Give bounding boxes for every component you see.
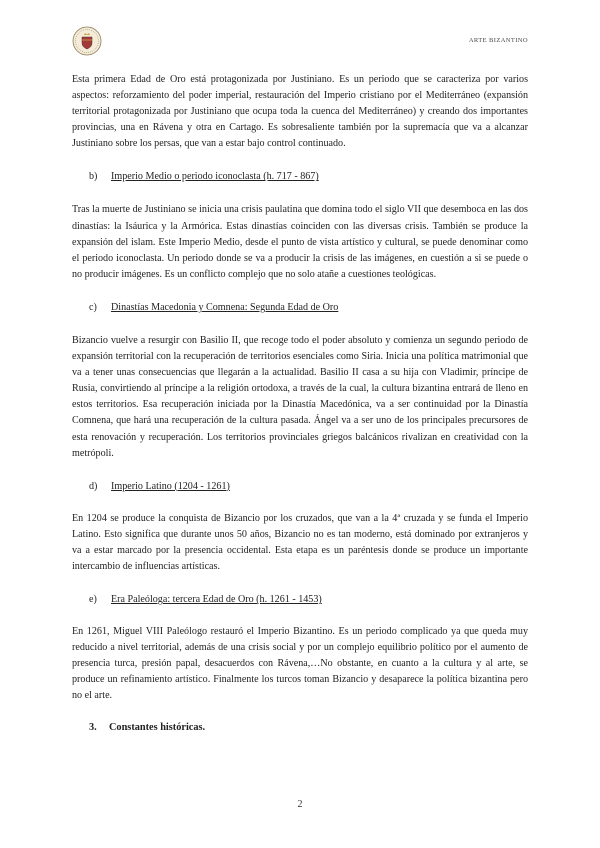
section-title <box>72 722 528 733</box>
paragraph-iconoclasta: Tras la muerte de Justiniano se inicia una crisis paulatina que domina todo el siglo VII que desemboca en las dos dinastías: la Isáurica y la Armórica. Estas dinastías coinciden con las diversas crisis. También se produce la expansión del islam. Este Imperio Medio, desde el punto de vista artístico y cultural, se puede denominar como el periodo iconoclasta. Un periodo donde se va a producir la crisis de las imágenes, en cuestión a si se puede o no producir imágenes. Es un conflicto complejo que no solo atañe a cuestiones teológicas. <box>72 204 528 280</box>
heading-imperio-medio <box>72 170 528 184</box>
heading-title: Era Paleóloga: tercera Edad de Oro (h. 1261 - 1453) <box>111 594 322 606</box>
paragraph-justiniano: Esta primera Edad de Oro está protagonizada por Justiniano. Es un periodo que se caracteriza por varios aspectos: reforzamiento del poder imperial, restauración del Imperio cristiano por el Mediterráneo (expansión territorial protagonizada por Justiniano que ocupa toda la cuenca del Mediterráneo) y creando dos importantes provincias, una en Rávena y otra en Cartago. Es sobresaliente también por la supremacía que va a alcanzar Justiniano sobre los persas, que van a estar bajo control continuado. <box>72 74 528 150</box>
heading-era-paleologa <box>72 593 528 607</box>
page-number: 2 <box>297 799 303 810</box>
document-body <box>72 70 528 733</box>
heading-title: Dinastías Macedonia y Comnena: Segunda Edad de Oro <box>111 301 339 313</box>
university-crest-icon <box>72 26 102 56</box>
heading-letter: c) <box>89 301 97 313</box>
section-title-text: Constantes históricas. <box>109 721 206 733</box>
running-header: ARTE BIZANTINO <box>468 37 528 44</box>
heading-dinastias <box>72 301 528 315</box>
heading-letter: d) <box>89 480 98 492</box>
section-number: 3. <box>89 721 97 733</box>
paragraph-basilio: Bizancio vuelve a resurgir con Basilio II, que recoge todo el poder absoluto y comienza un segundo periodo de expansión territorial con la recuperación de territorios esenciales como Siria. Inicia una política matrimonial que va a tener unas consecuencias que llegarán a la actualidad. Basilio II casa a su hija con Vladimir, príncipe de Rusia, convirtiendo al príncipe a la religión ortodoxa, a través de la cual, la cultura bizantina entrará de lleno en estos territorios. Esa recuperación iniciada por la Dinastía Macedónica, va a ser continuidad por la Dinastía Comnena, que hará una recuperación de la cultura pasada. Ángel va a ser uno de los principales precursores de esta renovación y recuperación. Los territorios provinciales griegos balcánicos rivalizan en creatividad con la metrópoli. <box>72 334 528 459</box>
heading-imperio-latino <box>72 480 528 494</box>
heading-letter: e) <box>89 594 97 606</box>
paragraph-paleologo: En 1261, Miguel VIII Paleólogo restauró el Imperio Bizantino. Es un periodo complicado ya que queda muy reducido a nivel territorial, además de una crisis social y por un complejo equilibrio político por el aumento de presencia turca, presión papal, desacuerdos con Rávena,…No obstante, en cuanto a la cultura y al arte, se produce un refinamiento artístico. Finalmente los turcos toman Bizancio y desaparece la política bizantina pero no el arte. <box>72 626 528 702</box>
heading-title: Imperio Medio o periodo iconoclasta (h. 717 - 867) <box>111 171 319 183</box>
heading-title: Imperio Latino (1204 - 1261) <box>111 480 230 492</box>
heading-letter: b) <box>89 171 98 183</box>
paragraph-cruzados: En 1204 se produce la conquista de Bizancio por los cruzados, que van a la 4ª cruzada y se funda el Imperio Latino. Esto significa que durante unos 50 años, Bizancio no es tan moderno, está dominado por extranjeros y va a estar marcado por la presencia occidental. Esta etapa es un paréntesis donde se produce un importante intercambio de influencias artísticas. <box>72 512 528 572</box>
